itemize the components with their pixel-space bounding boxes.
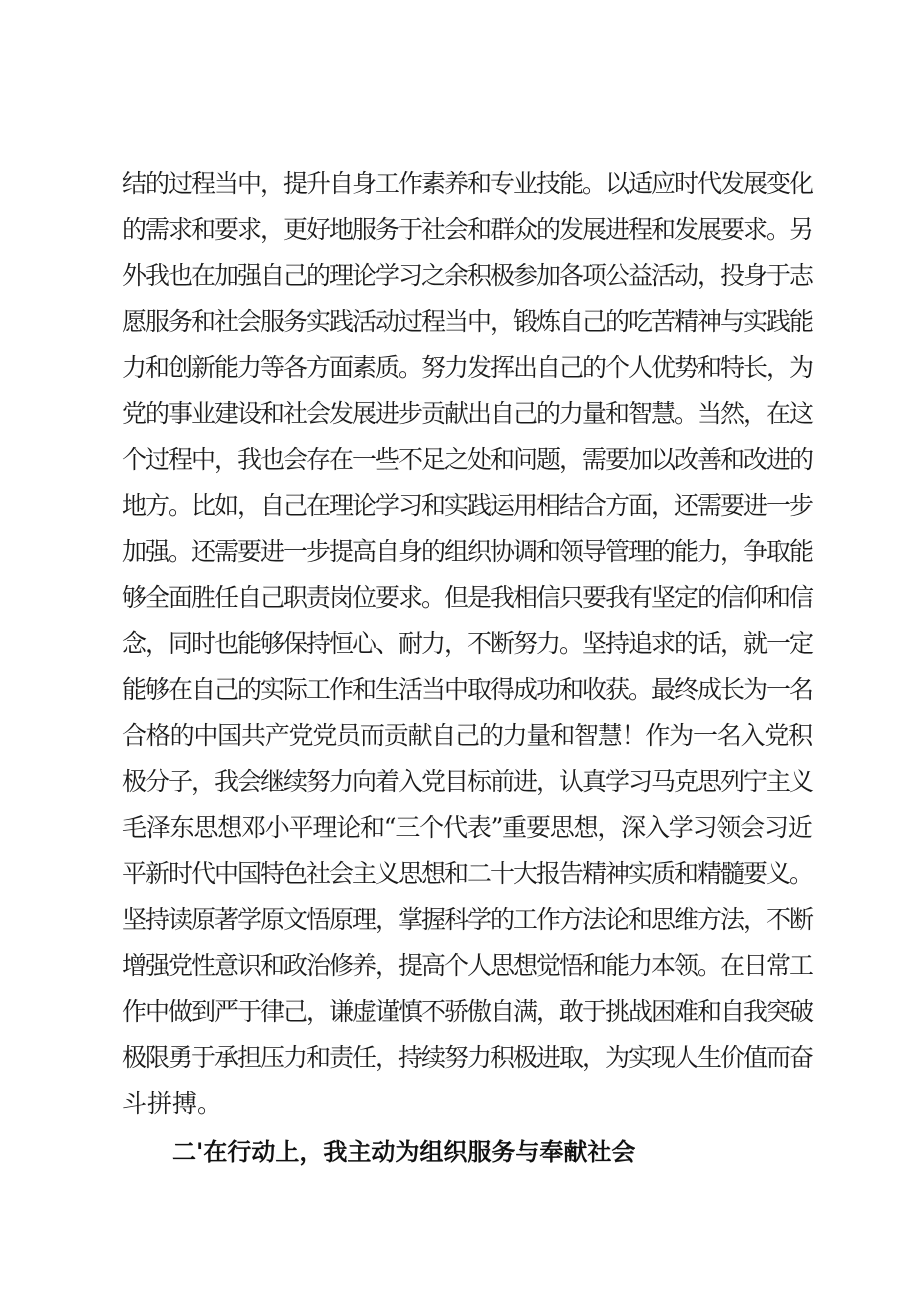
paragraph-line: 的需求和要求，更好地服务于社会和群众的发展进程和发展要求。另 (122, 215, 813, 244)
paragraph-line: 外我也在加强自己的理论学习之余积极参加各项公益活动，投身于志 (122, 261, 813, 290)
paragraph-line: 愿服务和社会服务实践活动过程当中，锻炼自己的吃苦精神与实践能 (122, 307, 813, 336)
paragraph-line: 党的事业建设和社会发展进步贡献出自己的力量和智慧。当然，在这 (122, 399, 813, 428)
paragraph-line: 个过程中，我也会存在一些不足之处和问题，需要加以改善和改进的 (122, 445, 813, 474)
paragraph-line: 作中做到严于律己，谦虚谨慎不骄傲自满，敢于挑战困难和自我突破 (122, 997, 813, 1026)
paragraph-line: 结的过程当中，提升自身工作素养和专业技能。以适应时代发展变化 (122, 169, 813, 198)
paragraph-line: 极分子，我会继续努力向着入党目标前进，认真学习马克思列宁主义 (122, 767, 813, 796)
paragraph-line: 毛泽东思想邓小平理论和“三个代表”重要思想，深入学习领会习近 (122, 813, 812, 842)
paragraph-line: 增强党性意识和政治修养，提高个人思想觉悟和能力本领。在日常工 (122, 951, 813, 980)
paragraph-line: 念，同时也能够保持恒心、耐力，不断努力。坚持追求的话，就一定 (122, 629, 813, 658)
paragraph-line: 够全面胜任自己职责岗位要求。但是我相信只要我有坚定的信仰和信 (122, 583, 813, 612)
paragraph-line: 极限勇于承担压力和责任，持续努力积极进取，为实现人生价值而奋 (122, 1043, 813, 1072)
paragraph-line: 斗拼搏。 (122, 1089, 223, 1118)
paragraph-line: 坚持读原著学原文悟原理，掌握科学的工作方法论和思维方法，不断 (122, 905, 813, 934)
paragraph-line: 合格的中国共产党党员而贡献自己的力量和智慧！作为一名入党积 (122, 721, 812, 750)
paragraph-line: 地方。比如，自己在理论学习和实践运用相结合方面，还需要进一步 (122, 491, 813, 520)
section-heading: 二'在行动上，我主动为组织服务与奉献社会 (172, 1138, 636, 1166)
paragraph-line: 加强。还需要进一步提高自身的组织协调和领导管理的能力，争取能 (122, 537, 813, 566)
paragraph-line: 力和创新能力等各方面素质。努力发挥出自己的个人优势和特长，为 (122, 353, 813, 382)
paragraph-line: 能够在自己的实际工作和生活当中取得成功和收获。最终成长为一名 (122, 675, 813, 704)
paragraph-line: 平新时代中国特色社会主义思想和二十大报告精神实质和精髓要义。 (122, 859, 813, 888)
